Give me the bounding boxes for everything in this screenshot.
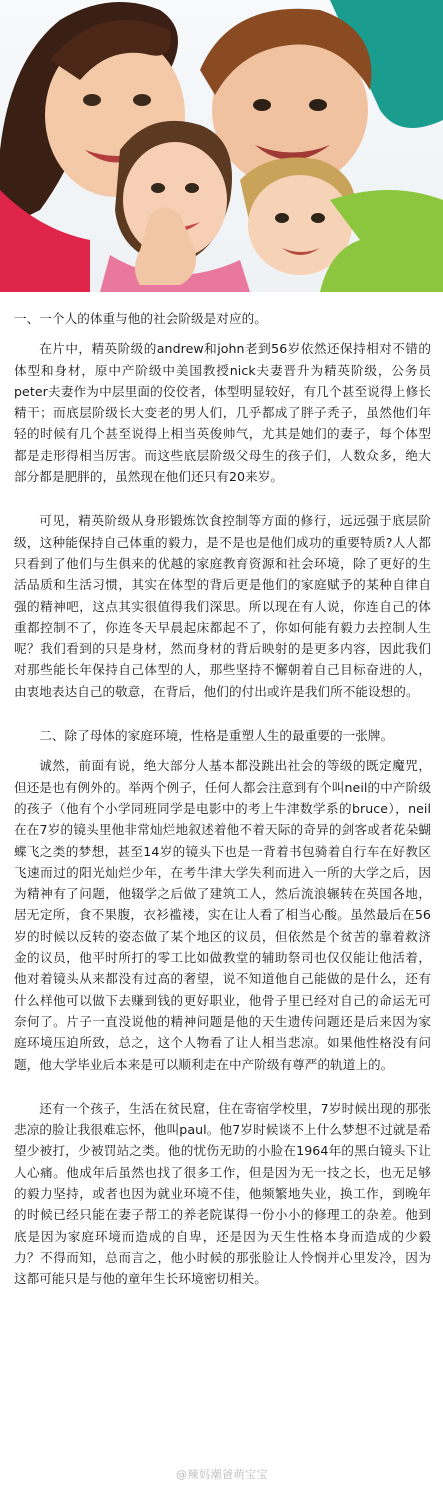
paragraph-4: 还有一个孩子，生活在贫民窟，住在寄宿学校里，7岁时候出现的那张悲凉的脸让我很难忘怀，他叫paul。他7岁时候谈不上什么梦想不过就是希望少被打，少被罚站之类。他的忧伤无助的小脸在1964年的黑白镜头下让人心痛。他成年后虽然也找了很多工作，但是因为无一技之长，也无足够的毅力坚持，或者也因为就业环境不佳，他频繁地失业，换工作，到晚年的时候已经只能在妻子帮工的养老院谋得一份小小的修理工的杂差。他到底是因为家庭环境而造成的自卑，还是因为天生性格本身而造成的少毅力？不得而知，总而言之，他小时候的那张脸让人怜悯并心里发冷，因为这都可能只是与他的童年生长环境密切相关。 bbox=[14, 1100, 431, 1287]
watermark: @辣妈潮爸萌宝宝 bbox=[176, 1468, 268, 1481]
hero-photo-children bbox=[0, 0, 443, 292]
article-body bbox=[14, 308, 431, 1289]
paragraph-3: 诚然，前面有说，绝大部分人基本都没跳出社会的等级的既定魔咒，但还是也有例外的。举两个例子，任何人都会注意到有个叫neil的中产阶级的孩子（他有个小学同班同学是电影中的考上牛津数学系的bruce），neil在在7岁的镜头里他非常灿烂地叙述着他不着天际的奇异的剑客或者花朵蝴蝶飞之类的梦想，甚至14岁的镜头下也是一背着书包骑着自行车在好教区飞速而过的阳光灿烂少年，在考牛津大学失利而进入一所的大学之后，因为精神有了问题，他辍学之后做了建筑工人，然后流浪辗转在英国各地，居无定所，食不果腹，衣衫褴褛，实在让人看了相当心酸。虽然最后在56岁的时候以反转的姿态做了某个地区的议员，但依然是个贫苦的靠着救济金的议员，他平时所打的零工比如做教堂的辅助祭司也仅仅能让他活着，他对着镜头从来都没有过高的奢望，说不知道他自己能做的是什么，还有什么样他可以做下去赚到钱的更好职业，他骨子里已经对自己的命运无可奈何了。片子一直没说他的精神问题是他的天生遗传问题还是后来因为家庭环境压迫所致，总之，这个人物看了让人相当悲凉。如果他性格没有问题，他大学毕业后本来是可以顺利走在中产阶级有尊严的轨道上的。 bbox=[14, 758, 431, 1072]
section-heading-2: 二、除了母体的家庭环境，性格是重塑人生的最重要的一张牌。 bbox=[39, 728, 394, 744]
section-heading-1: 一、一个人的体重与他的社会阶级是对应的。 bbox=[14, 311, 267, 326]
paragraph-2: 可见，精英阶级从身形锻炼饮食控制等方面的修行，远远强于底层阶级，这种能保持自己体重的毅力，是不是也是他们成功的重要特质?人人都只看到了他们与生俱来的优越的家庭教育资源和社会环境，除了更好的生活品质和生活习惯，其实在体型的背后更是他们的家庭赋予的某种自律自强的精神吧，这点其实很值得我们深思。所以现在有人说，你连自己的体重都控制不了，你连冬天早晨起床都起不了，你如何能有毅力去控制人生呢？我们看到的只是身材，然而身材的背后映射的是更多内容，因此我们对那些能长年保持自己体型的人，那些坚持不懈朝着自己目标奋进的人，由衷地表达自己的敬意，在背后，他们的付出或许是我们所不能设想的。 bbox=[14, 513, 431, 699]
children-photo-icon bbox=[0, 0, 443, 292]
paragraph-1: 在片中，精英阶级的andrew和john老到56岁依然还保持相对不错的体型和身材，原中产阶级中美国教授nick夫妻晋升为精英阶级，公务员peter夫妻作为中层里面的佼佼者，体型明显较好，有几个甚至说得上修长精干；而底层阶级长大变老的男人们，几乎都成了胖子秃子，虽然他们年轻的时候有几个甚至说得上相当英俊帅气，尤其是她们的妻子，每个体型都是走形得相当厉害。而这些底层阶级父母生的孩子们，人数众多，绝大部分都是肥胖的，虽然现在他们还只有20来岁。 bbox=[14, 341, 431, 485]
